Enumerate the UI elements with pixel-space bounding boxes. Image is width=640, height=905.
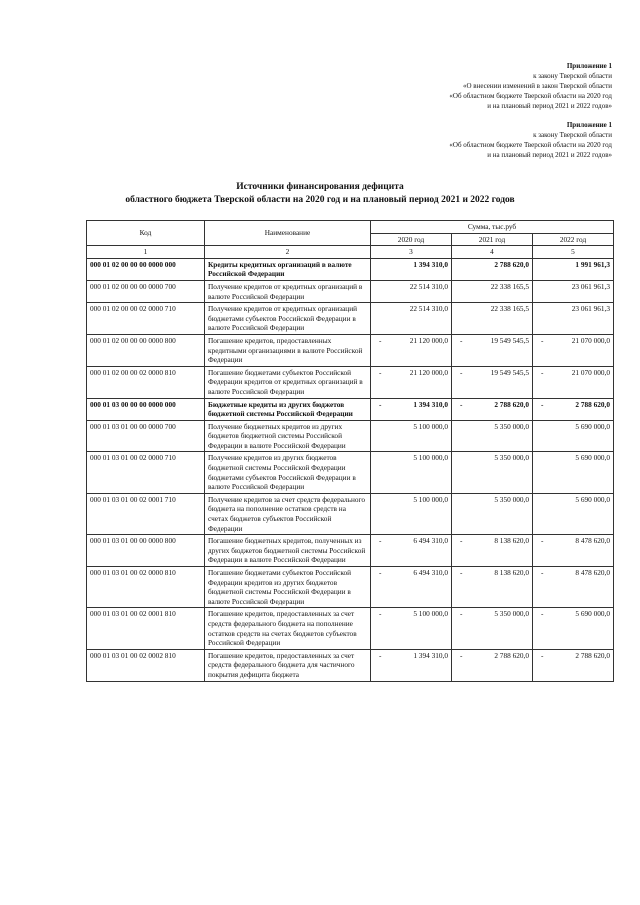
value: 22 514 310,0 [409, 304, 448, 314]
row-value-2022 [533, 334, 614, 366]
negative-sign: - [541, 609, 544, 619]
negative-sign: - [460, 399, 463, 409]
row-value-2020 [371, 452, 452, 493]
value: 21 070 000,0 [571, 335, 611, 345]
table-row [87, 493, 614, 534]
negative-sign: - [460, 568, 463, 577]
row-value-2021 [452, 334, 533, 366]
row-value-2021 [452, 366, 533, 398]
negative-sign: - [379, 609, 382, 619]
negative-sign: - [541, 399, 544, 409]
value: 5 100 000,0 [413, 421, 448, 431]
value: 5 690 000,0 [575, 453, 611, 463]
negative-sign: - [541, 650, 544, 660]
table-row [87, 608, 614, 649]
table-row [87, 303, 614, 335]
row-name: Погашение бюджетами субъектов Российской Федерации кредитов из других бюджетов бюджетной системы Российской Федерации в валюте Российской Федерации [205, 567, 371, 608]
row-value-2022 [533, 493, 614, 534]
table-row [87, 420, 614, 452]
row-value-2022 [533, 420, 614, 452]
value: 22 338 165,5 [490, 304, 529, 314]
table-row [87, 334, 614, 366]
value: 5 690 000,0 [575, 421, 611, 431]
header-col-number: 5 [533, 246, 614, 259]
row-name: Получение кредитов от кредитных организаций бюджетами субъектов Российской Федерации в валюте Российской Федерации [205, 303, 371, 335]
row-code: 000 01 03 01 00 00 0000 800 [87, 535, 205, 567]
annex-2-title: Приложение 1 [566, 121, 612, 129]
row-value-2021 [452, 420, 533, 452]
row-name: Получение бюджетных кредитов из других бюджетов бюджетной системы Российской Федерации в валюте Российской Федерации [205, 420, 371, 452]
value: 2 788 620,0 [494, 650, 529, 660]
row-value-2020 [371, 608, 452, 649]
value: 5 350 000,0 [494, 609, 529, 619]
document-title-line-2: областного бюджета Тверской области на 2020 год и на плановый период 2021 и 2022 годов [125, 195, 515, 205]
financing-sources-table [86, 220, 614, 682]
row-value-2020 [371, 280, 452, 302]
negative-sign: - [379, 650, 382, 660]
row-code: 000 01 03 01 00 02 0002 810 [87, 649, 205, 681]
row-code: 000 01 03 01 00 02 0001 710 [87, 493, 205, 534]
value: 2 788 620,0 [494, 399, 529, 409]
table-row [87, 452, 614, 493]
header-year-2020: 2020 год [371, 233, 452, 246]
negative-sign: - [460, 536, 463, 546]
annex-1-title: Приложение 1 [566, 62, 612, 70]
value: 5 350 000,0 [494, 421, 529, 431]
row-value-2021 [452, 258, 533, 280]
value: 5 690 000,0 [575, 494, 611, 504]
row-name: Погашение кредитов, предоставленных кредитными организациями в валюте Российской Федерации [205, 334, 371, 366]
value: 8 478 620,0 [575, 536, 611, 546]
table-row [87, 366, 614, 398]
value: 21 070 000,0 [571, 367, 611, 377]
header-year-2021: 2021 год [452, 233, 533, 246]
row-name: Кредиты кредитных организаций в валюте Российской Федерации [205, 258, 371, 280]
row-code: 000 01 02 00 00 00 0000 000 [87, 258, 205, 280]
row-name: Погашение бюджетами субъектов Российской Федерации кредитов от кредитных организаций в валюте Российской Федерации [205, 366, 371, 398]
row-value-2020 [371, 420, 452, 452]
annex-2-line: «Об областном бюджете Тверской области на 2020 год [449, 141, 612, 149]
value: 2 788 620,0 [494, 259, 529, 269]
row-value-2022 [533, 608, 614, 649]
table-row [87, 535, 614, 567]
value: 8 478 620,0 [575, 568, 611, 577]
row-value-2021 [452, 398, 533, 420]
row-name: Получение кредитов от кредитных организаций в валюте Российской Федерации [205, 280, 371, 302]
value: 5 100 000,0 [413, 609, 448, 619]
annex-1-line: «Об областном бюджете Тверской области на 2020 год [449, 92, 612, 100]
table-header [87, 221, 614, 259]
value: 8 138 620,0 [494, 536, 529, 546]
table-row [87, 398, 614, 420]
row-value-2020 [371, 258, 452, 280]
negative-sign: - [379, 399, 382, 409]
row-name: Получение кредитов за счет средств федерального бюджета на пополнение остатков средств на счетах бюджетов субъектов Российской Федерации [205, 493, 371, 534]
value: 1 394 310,0 [413, 399, 448, 409]
header-code: Код [87, 221, 205, 246]
row-code: 000 01 03 01 00 02 0000 810 [87, 567, 205, 608]
row-value-2021 [452, 567, 533, 608]
row-value-2021 [452, 608, 533, 649]
negative-sign: - [541, 367, 544, 377]
annex-2-block [449, 120, 612, 160]
row-name: Погашение кредитов, предоставленных за счет средств федерального бюджета на пополнение остатков средств на счетах бюджетов субъектов Российской Федерации [205, 608, 371, 649]
row-code: 000 01 02 00 00 00 0000 700 [87, 280, 205, 302]
row-value-2022 [533, 258, 614, 280]
row-value-2021 [452, 280, 533, 302]
header-col-number: 3 [371, 246, 452, 259]
value: 5 350 000,0 [494, 494, 529, 504]
negative-sign: - [541, 335, 544, 345]
row-value-2020 [371, 398, 452, 420]
annex-1-line: и на плановый период 2021 и 2022 годов» [487, 102, 612, 110]
row-code: 000 01 03 01 00 02 0000 710 [87, 452, 205, 493]
negative-sign: - [379, 536, 382, 546]
row-value-2021 [452, 452, 533, 493]
value: 19 549 545,5 [490, 335, 529, 345]
value: 22 514 310,0 [409, 281, 448, 291]
negative-sign: - [379, 367, 382, 377]
value: 6 494 310,0 [413, 568, 448, 577]
value: 21 120 000,0 [409, 367, 448, 377]
header-sum: Сумма, тыс.руб [371, 221, 614, 234]
negative-sign: - [379, 335, 382, 345]
header-col-number: 4 [452, 246, 533, 259]
row-value-2020 [371, 366, 452, 398]
row-code: 000 01 03 00 00 00 0000 000 [87, 398, 205, 420]
value: 22 338 165,5 [490, 281, 529, 291]
negative-sign: - [460, 335, 463, 345]
row-value-2021 [452, 535, 533, 567]
row-value-2022 [533, 366, 614, 398]
row-value-2022 [533, 535, 614, 567]
annex-1-block [449, 61, 612, 111]
row-value-2021 [452, 649, 533, 681]
row-value-2022 [533, 452, 614, 493]
table-body [87, 258, 614, 681]
row-code: 000 01 02 00 00 02 0000 810 [87, 366, 205, 398]
value: 5 690 000,0 [575, 609, 611, 619]
annex-2-line: и на плановый период 2021 и 2022 годов» [487, 151, 612, 159]
document-title-line-1: Источники финансирования дефицита [236, 182, 404, 192]
row-code: 000 01 02 00 00 02 0000 710 [87, 303, 205, 335]
value: 6 494 310,0 [413, 536, 448, 546]
row-value-2021 [452, 493, 533, 534]
row-value-2020 [371, 649, 452, 681]
value: 1 991 961,3 [575, 259, 611, 269]
value: 23 061 961,3 [571, 304, 611, 314]
value: 5 350 000,0 [494, 453, 529, 463]
value: 1 394 310,0 [413, 650, 448, 660]
row-value-2020 [371, 567, 452, 608]
row-value-2020 [371, 303, 452, 335]
negative-sign: - [541, 568, 544, 577]
annex-2-line: к закону Тверской области [533, 131, 612, 139]
row-name: Погашение бюджетных кредитов, полученных из других бюджетов бюджетной системы Российской Федерации в валюте Российской Федерации [205, 535, 371, 567]
row-value-2022 [533, 303, 614, 335]
row-name: Получение кредитов из других бюджетов бюджетной системы Российской Федерации бюджетами субъектов Российской Федерации в валюте Российской Федерации [205, 452, 371, 493]
value: 5 100 000,0 [413, 494, 448, 504]
negative-sign: - [460, 609, 463, 619]
row-value-2022 [533, 398, 614, 420]
table-row [87, 649, 614, 681]
row-code: 000 01 02 00 00 00 0000 800 [87, 334, 205, 366]
row-value-2021 [452, 303, 533, 335]
table-row [87, 567, 614, 608]
value: 2 788 620,0 [575, 650, 611, 660]
annex-1-line: к закону Тверской области [533, 72, 612, 80]
negative-sign: - [460, 650, 463, 660]
row-name: Погашение кредитов, предоставленных за счет средств федерального бюджета для частичного покрытия дефицита бюджета [205, 649, 371, 681]
negative-sign: - [460, 367, 463, 377]
value: 1 394 310,0 [413, 259, 448, 269]
row-value-2020 [371, 493, 452, 534]
row-value-2022 [533, 649, 614, 681]
value: 8 138 620,0 [494, 568, 529, 577]
row-code: 000 01 03 01 00 00 0000 700 [87, 420, 205, 452]
value: 23 061 961,3 [571, 281, 611, 291]
row-value-2022 [533, 280, 614, 302]
document-title [0, 181, 640, 207]
row-value-2022 [533, 567, 614, 608]
negative-sign: - [541, 536, 544, 546]
header-col-number: 2 [205, 246, 371, 259]
value: 2 788 620,0 [575, 399, 611, 409]
negative-sign: - [379, 568, 382, 577]
header-name: Наименование [205, 221, 371, 246]
row-name: Бюджетные кредиты из других бюджетов бюджетной системы Российской Федерации [205, 398, 371, 420]
row-value-2020 [371, 535, 452, 567]
row-value-2020 [371, 334, 452, 366]
table-row [87, 280, 614, 302]
row-code: 000 01 03 01 00 02 0001 810 [87, 608, 205, 649]
value: 21 120 000,0 [409, 335, 448, 345]
header-col-number: 1 [87, 246, 205, 259]
header-year-2022: 2022 год [533, 233, 614, 246]
annex-1-line: «О внесении изменений в закон Тверской области [462, 82, 612, 90]
table-row [87, 258, 614, 280]
value: 5 100 000,0 [413, 453, 448, 463]
value: 19 549 545,5 [490, 367, 529, 377]
